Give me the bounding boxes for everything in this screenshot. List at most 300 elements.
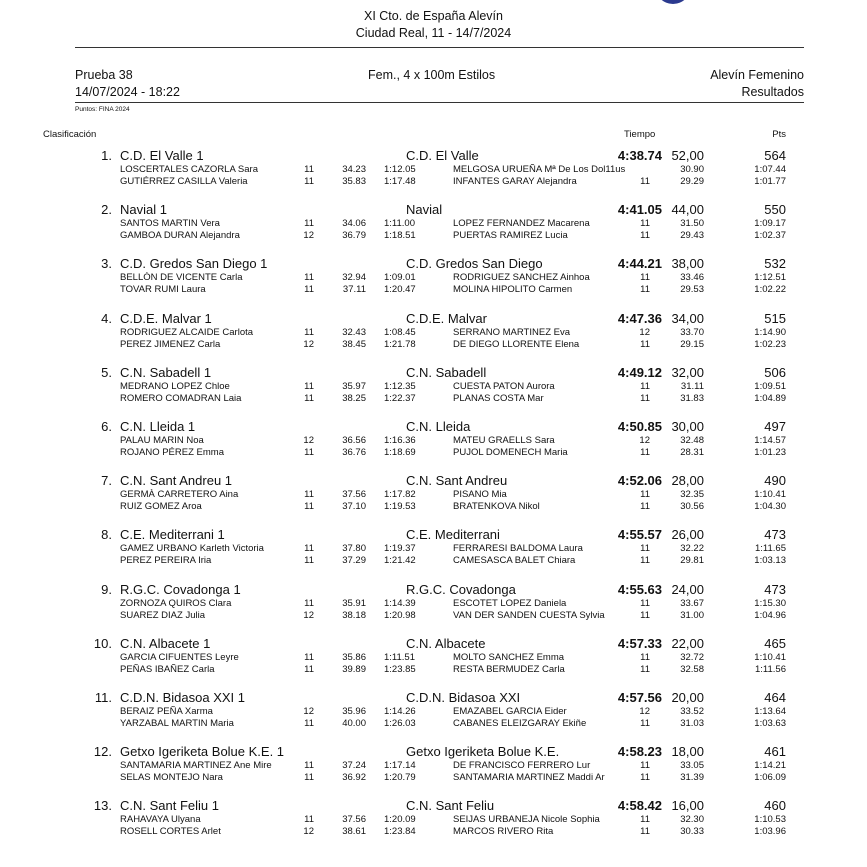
swimmer-name: ROSELL CORTES Arlet [120, 826, 221, 838]
split-100: 1:14.90 [754, 326, 786, 338]
split-50: 38.25 [342, 392, 366, 404]
column-header-points: Pts [772, 129, 786, 140]
split-100: 1:20.09 [384, 814, 416, 826]
swimmer-age: 11 [304, 760, 314, 772]
split-100: 1:08.45 [384, 326, 416, 338]
swimmer-age: 11 [640, 284, 650, 296]
split-100: 1:14.57 [754, 435, 786, 446]
split-100: 1:18.51 [384, 230, 416, 242]
split-100: 1:02.22 [754, 284, 786, 296]
club-name: C.D.N. Bidasoa XXI [406, 690, 521, 705]
split-100: 1:26.03 [384, 718, 416, 729]
result-rank: 11. [94, 690, 112, 705]
split-50: 31.11 [680, 380, 704, 392]
split-50: 32.35 [680, 489, 704, 501]
result-row [0, 636, 867, 690]
result-rank: 5. [101, 364, 112, 380]
result-row [0, 419, 867, 473]
split-50: 37.80 [342, 543, 366, 555]
swimmer-name: GARCIA CIFUENTES Leyre [120, 651, 239, 663]
swimmer-name: PISANO Mia [453, 489, 507, 501]
split-50: 30.56 [680, 501, 704, 513]
score-value: 34,00 [671, 310, 704, 326]
result-rank: 13. [93, 798, 112, 814]
swimmer-name: CUESTA PATON Aurora [453, 380, 555, 392]
split-50: 35.83 [342, 176, 366, 187]
result-row [0, 365, 867, 419]
club-name: C.N. Lleida [406, 419, 471, 434]
split-50: 37.29 [342, 555, 366, 567]
swimmer-name: GAMBOA DURAN Alejandra [120, 230, 240, 242]
swimmer-name: SERRANO MARTINEZ Eva [453, 326, 571, 338]
relay-team-name: C.N. Sant Feliu 1 [120, 798, 219, 814]
federation-logo [655, 0, 691, 4]
swimmer-age: 11 [304, 392, 314, 404]
score-value: 30,00 [671, 419, 704, 434]
column-header-time: Tiempo [624, 129, 656, 140]
swimmer-name: DE FRANCISCO FERRERO Lur [453, 760, 591, 772]
result-row [0, 582, 867, 636]
final-time: 4:41.05 [617, 202, 662, 218]
relay-team-name: C.D. El Valle 1 [120, 148, 204, 163]
swimmer-name: MOLINA HIPOLITO Carmen [453, 284, 573, 296]
split-100: 1:17.14 [384, 760, 416, 772]
split-50: 36.56 [342, 435, 366, 446]
final-time: 4:50.85 [617, 419, 662, 434]
swimmer-age: 11 [304, 380, 314, 392]
final-time: 4:58.42 [617, 798, 662, 814]
final-time: 4:55.57 [617, 527, 662, 543]
split-100: 1:11.56 [755, 663, 786, 675]
final-time: 4:49.12 [617, 364, 662, 380]
swimmer-name: PLANAS COSTA Mar [453, 392, 544, 404]
split-50: 32.43 [342, 326, 366, 338]
meet-location-dates: Ciudad Real, 11 - 14/7/2024 [355, 26, 512, 40]
split-100: 1:14.26 [384, 706, 416, 717]
split-100: 1:10.53 [754, 814, 786, 826]
relay-team-name: C.N. Sant Andreu 1 [120, 473, 233, 489]
swimmer-age: 12 [303, 826, 314, 838]
event-number: Prueba 38 [75, 68, 133, 82]
swimmer-name: EMAZABEL GARCIA Eider [453, 706, 567, 717]
swimmer-age: 11 [304, 814, 314, 826]
split-100: 1:20.98 [384, 609, 416, 621]
swimmer-age: 12 [303, 230, 314, 242]
swimmer-age: 11 [304, 543, 314, 555]
club-name: C.E. Mediterrani [406, 527, 500, 543]
split-100: 1:19.37 [384, 543, 416, 555]
relay-team-name: C.N. Lleida 1 [120, 419, 196, 434]
swimmer-age: 11 [640, 826, 650, 838]
club-name: C.D. El Valle [406, 148, 479, 163]
result-rank: 7. [101, 473, 112, 489]
split-100: 1:17.82 [384, 489, 416, 501]
swimmer-age: 11 [640, 501, 650, 513]
swimmer-name: RODRIGUEZ ALCAIDE Carlota [120, 326, 254, 338]
swimmer-age: 11 [304, 218, 314, 230]
split-50: 29.15 [680, 338, 704, 350]
swimmer-name: GUTIÉRREZ CASILLA Valeria [120, 176, 248, 187]
swimmer-name: LOPEZ FERNANDEZ Macarena [453, 218, 590, 230]
split-50: 37.24 [342, 760, 366, 772]
score-value: 52,00 [671, 148, 704, 163]
swimmer-name: CABANES ELEIZGARAY Ekiñe [453, 718, 587, 729]
swimmer-name: TOVAR RUMI Laura [120, 284, 206, 296]
split-100: 1:12.51 [754, 272, 786, 284]
result-row [0, 798, 867, 852]
split-100: 1:01.23 [754, 447, 786, 458]
swimmer-name: DE DIEGO LLORENTE Elena [453, 338, 580, 350]
swimmer-age: 11 [640, 663, 650, 675]
relay-team-name: C.D. Gredos San Diego 1 [120, 256, 268, 272]
fina-points: 564 [764, 148, 786, 163]
split-50: 31.00 [680, 609, 704, 621]
split-50: 30.90 [680, 164, 704, 175]
result-rank: 1. [101, 148, 112, 163]
club-name: Navial [406, 202, 443, 218]
final-time: 4:38.74 [617, 148, 662, 163]
final-time: 4:44.21 [617, 256, 662, 272]
swimmer-age: 11 [304, 555, 314, 567]
event-category: Alevín Femenino [710, 68, 804, 82]
fina-points: 473 [764, 581, 786, 597]
split-50: 32.94 [342, 272, 366, 284]
swimmer-age: 11 [304, 651, 314, 663]
final-time: 4:58.23 [617, 744, 662, 760]
swimmer-age: 11 [304, 489, 314, 501]
fina-points: 465 [764, 635, 786, 651]
split-50: 36.76 [342, 447, 366, 458]
relay-team-name: Getxo Igeriketa Bolue K.E. 1 [120, 744, 285, 760]
split-50: 29.81 [680, 555, 704, 567]
fina-points: 473 [764, 527, 786, 543]
relay-team-name: Navial 1 [120, 202, 167, 218]
score-value: 20,00 [671, 690, 704, 705]
fina-points: 506 [764, 364, 786, 380]
split-50: 33.70 [680, 326, 704, 338]
split-50: 28.31 [680, 447, 704, 458]
score-value: 38,00 [671, 256, 704, 272]
result-row [0, 527, 867, 581]
fina-points: 490 [764, 473, 786, 489]
result-rank: 2. [101, 202, 112, 218]
swimmer-name: RAHAVAYA Ulyana [120, 814, 201, 826]
split-100: 1:09.01 [384, 272, 416, 284]
swimmer-age: 11 [640, 772, 650, 784]
split-50: 38.45 [342, 338, 366, 350]
swimmer-name: BELLÓN DE VICENTE Carla [120, 272, 243, 284]
swimmer-age: 11 [304, 284, 314, 296]
swimmer-age: 11 [304, 447, 314, 458]
split-100: 1:09.17 [754, 218, 786, 230]
relay-team-name: C.E. Mediterrani 1 [120, 527, 225, 543]
split-50: 39.89 [342, 663, 366, 675]
swimmer-name: ROJANO PÉREZ Emma [120, 447, 224, 458]
split-100: 1:15.30 [754, 597, 786, 609]
swimmer-age: 11 [640, 718, 650, 729]
split-100: 1:04.89 [754, 392, 786, 404]
split-100: 1:23.84 [384, 826, 416, 838]
split-100: 1:23.85 [384, 663, 416, 675]
split-100: 1:09.51 [754, 380, 786, 392]
final-time: 4:57.33 [617, 635, 662, 651]
relay-team-name: C.N. Albacete 1 [120, 635, 211, 651]
split-100: 1:21.42 [384, 555, 416, 567]
relay-team-name: R.G.C. Covadonga 1 [120, 581, 241, 597]
split-50: 29.53 [680, 284, 704, 296]
swimmer-age: 11 [640, 543, 650, 555]
split-50: 36.79 [342, 230, 366, 242]
split-100: 1:04.96 [754, 609, 786, 621]
split-50: 36.92 [342, 772, 366, 784]
result-row [0, 473, 867, 527]
swimmer-name: RUIZ GOMEZ Aroa [120, 501, 202, 513]
split-100: 1:20.79 [384, 772, 416, 784]
swimmer-name: SELAS MONTEJO Nara [120, 772, 223, 784]
split-100: 1:14.21 [754, 760, 786, 772]
result-rank: 6. [101, 419, 112, 434]
header-divider [75, 47, 804, 48]
split-100: 1:11.65 [755, 543, 786, 555]
split-50: 40.00 [342, 718, 366, 729]
swimmer-name: SANTOS MARTIN Vera [120, 218, 220, 230]
split-50: 37.10 [342, 501, 366, 513]
result-row [0, 202, 867, 256]
split-100: 1:01.77 [754, 176, 786, 187]
club-name: C.N. Sant Andreu [406, 473, 508, 489]
club-name: C.N. Albacete [406, 635, 486, 651]
swimmer-age: 11 [640, 555, 650, 567]
split-50: 32.22 [680, 543, 704, 555]
split-50: 32.72 [680, 651, 704, 663]
score-value: 16,00 [671, 798, 704, 814]
swimmer-name: GERMÀ CARRETERO Aina [120, 489, 239, 501]
split-50: 30.33 [680, 826, 704, 838]
swimmer-name: MEDRANO LOPEZ Chloe [120, 380, 230, 392]
split-50: 34.06 [342, 218, 366, 230]
swimmer-age: 11 [640, 489, 650, 501]
result-row [0, 744, 867, 798]
split-100: 1:10.41 [754, 489, 786, 501]
swimmer-name: RESTA BERMUDEZ Carla [453, 663, 565, 675]
swimmer-age: 11 [640, 609, 650, 621]
club-name: C.N. Sant Feliu [406, 798, 495, 814]
swimmer-age: 12 [639, 326, 650, 338]
split-50: 32.58 [680, 663, 704, 675]
swimmer-name: PUERTAS RAMIREZ Lucia [453, 230, 568, 242]
split-50: 33.52 [680, 706, 704, 717]
split-100: 1:03.13 [754, 555, 786, 567]
swimmer-age: 11 [640, 380, 650, 392]
relay-team-name: C.D.E. Malvar 1 [120, 310, 212, 326]
split-100: 1:17.48 [384, 176, 416, 187]
swimmer-age: 11 [304, 326, 314, 338]
swimmer-age: 11 [640, 447, 650, 458]
swimmer-age: 12 [639, 435, 650, 446]
swimmer-age: 11 [304, 164, 314, 175]
split-100: 1:04.30 [754, 501, 786, 513]
split-50: 37.56 [342, 489, 366, 501]
split-100: 1:22.37 [384, 392, 416, 404]
score-value: 28,00 [671, 473, 704, 489]
swimmer-name: SANTAMARIA MARTINEZ Maddi Ar [453, 772, 605, 784]
relay-team-name: C.D.N. Bidasoa XXI 1 [120, 690, 245, 705]
split-100: 1:19.53 [384, 501, 416, 513]
swimmer-age: 11 [640, 230, 650, 242]
score-value: 18,00 [671, 744, 704, 760]
swimmer-name: BRATENKOVA Nikol [453, 501, 540, 513]
result-row [0, 148, 867, 202]
swimmer-name: INFANTES GARAY Alejandra [453, 176, 577, 187]
swimmer-age: 11 [640, 814, 650, 826]
fina-points: 532 [764, 256, 786, 272]
split-50: 29.29 [680, 176, 704, 187]
swimmer-name: LOSCERTALES CAZORLA Sara [120, 164, 258, 175]
split-50: 34.23 [342, 164, 366, 175]
meet-title: XI Cto. de España Alevín [364, 9, 503, 23]
fina-points: 461 [764, 744, 786, 760]
swimmer-name: RODRIGUEZ SANCHEZ Ainhoa [453, 272, 590, 284]
swimmer-age: 11 [304, 597, 314, 609]
split-50: 38.18 [342, 609, 366, 621]
swimmer-name: VAN DER SANDEN CUESTA Sylvia [453, 609, 605, 621]
swimmer-age: 11 [640, 272, 650, 284]
score-value: 44,00 [671, 202, 704, 218]
swimmer-age: 11 [640, 760, 650, 772]
event-description: Fem., 4 x 100m Estilos [368, 68, 496, 82]
points-note: Puntos: FINA 2024 [75, 106, 130, 113]
result-row [0, 311, 867, 365]
swimmer-age: 12 [303, 435, 314, 446]
final-time: 4:57.56 [617, 690, 662, 705]
result-rank: 8. [101, 527, 112, 543]
final-time: 4:52.06 [617, 473, 662, 489]
score-value: 26,00 [671, 527, 704, 543]
split-50: 33.05 [680, 760, 704, 772]
swimmer-age: 11 [640, 651, 650, 663]
swimmer-age: 11 [304, 501, 314, 513]
swimmer-name: PEREZ JIMENEZ Carla [120, 338, 221, 350]
swimmer-name: YARZABAL MARTIN Maria [120, 718, 234, 729]
event-stage: Resultados [741, 85, 804, 99]
split-100: 1:02.37 [754, 230, 786, 242]
swimmer-name: GAMEZ URBANO Karleth Victoria [120, 543, 264, 555]
swimmer-name: SANTAMARIA MARTINEZ Ane Mire [120, 760, 272, 772]
swimmer-name: PEREZ PEREIRA Iria [120, 555, 212, 567]
result-rank: 3. [101, 256, 112, 272]
swimmer-age: 11 [304, 718, 314, 729]
result-row [0, 690, 867, 744]
split-100: 1:11.51 [384, 651, 415, 663]
swimmer-name: ROMERO COMADRAN Laia [120, 392, 242, 404]
split-50: 35.86 [342, 651, 366, 663]
fina-points: 497 [764, 419, 786, 434]
swimmer-name: PALAU MARIN Noa [120, 435, 204, 446]
relay-team-name: C.N. Sabadell 1 [120, 364, 212, 380]
fina-points: 464 [764, 690, 786, 705]
score-value: 22,00 [671, 635, 704, 651]
final-time: 4:55.63 [617, 581, 662, 597]
score-value: 24,00 [671, 581, 704, 597]
split-50: 31.50 [680, 218, 704, 230]
swimmer-name: FERRARESI BALDOMA Laura [453, 543, 583, 555]
swimmer-age: 11 [304, 176, 314, 187]
split-50: 37.11 [342, 284, 366, 296]
swimmer-age: 12 [639, 706, 650, 717]
split-100: 1:02.23 [754, 338, 786, 350]
split-50: 31.39 [680, 772, 704, 784]
swimmer-name: MATEU GRAELLS Sara [453, 435, 555, 446]
split-100: 1:11.00 [384, 218, 415, 230]
split-50: 31.03 [680, 718, 704, 729]
swimmer-age: 11 [640, 218, 650, 230]
split-50: 35.97 [342, 380, 366, 392]
swimmer-name: SEIJAS URBANEJA Nicole Sophia [453, 814, 600, 826]
swimmer-age: 11 [640, 176, 650, 187]
split-100: 1:07.44 [754, 164, 786, 175]
swimmer-name: ESCOTET LOPEZ Daniela [453, 597, 567, 609]
result-rank: 12. [93, 744, 112, 760]
swimmer-name: PEÑAS IBAÑEZ Carla [120, 663, 215, 675]
score-value: 32,00 [671, 364, 704, 380]
fina-points: 550 [764, 202, 786, 218]
split-50: 37.56 [342, 814, 366, 826]
result-rank: 9. [101, 581, 112, 597]
swimmer-name: MOLTO SANCHEZ Emma [453, 651, 565, 663]
swimmer-age: 11 [304, 772, 314, 784]
result-rank: 10. [93, 635, 112, 651]
fina-points: 460 [764, 798, 786, 814]
split-50: 29.43 [680, 230, 704, 242]
split-50: 38.61 [342, 826, 366, 838]
swimmer-name: MELGOSA URUEÑA Mª De Los Dol11us [453, 164, 626, 175]
split-100: 1:03.96 [754, 826, 786, 838]
split-50: 33.46 [680, 272, 704, 284]
swimmer-age: 11 [640, 338, 650, 350]
swimmer-name: BERAIZ PEÑA Xarma [120, 706, 213, 717]
swimmer-name: CAMESASCA BALET Chiara [453, 555, 576, 567]
swimmer-name: PUJOL DOMENECH Maria [453, 447, 568, 458]
swimmer-age: 12 [303, 609, 314, 621]
club-name: C.D.E. Malvar [406, 310, 487, 326]
split-50: 32.30 [680, 814, 704, 826]
club-name: Getxo Igeriketa Bolue K.E. [406, 744, 560, 760]
swimmer-age: 11 [304, 272, 314, 284]
split-100: 1:21.78 [384, 338, 416, 350]
swimmer-age: 12 [303, 338, 314, 350]
event-datetime: 14/07/2024 - 18:22 [75, 85, 180, 99]
swimmer-age: 11 [640, 597, 650, 609]
swimmer-name: MARCOS RIVERO Rita [453, 826, 554, 838]
swimmer-name: ZORNOZA QUIROS Clara [120, 597, 232, 609]
split-50: 32.48 [680, 435, 704, 446]
swimmer-age: 12 [303, 706, 314, 717]
split-50: 35.91 [342, 597, 366, 609]
event-divider [75, 102, 804, 103]
swimmer-age: 11 [640, 392, 650, 404]
column-header-place: Clasificación [43, 129, 97, 140]
split-100: 1:18.69 [384, 447, 416, 458]
split-100: 1:06.09 [754, 772, 786, 784]
split-100: 1:12.35 [384, 380, 416, 392]
swimmer-age: 11 [304, 663, 314, 675]
club-name: C.N. Sabadell [406, 364, 487, 380]
swimmer-name: SUAREZ DIAZ Julia [120, 609, 205, 621]
split-100: 1:16.36 [384, 435, 416, 446]
split-50: 31.83 [680, 392, 704, 404]
split-100: 1:03.63 [754, 718, 786, 729]
fina-points: 515 [764, 310, 786, 326]
